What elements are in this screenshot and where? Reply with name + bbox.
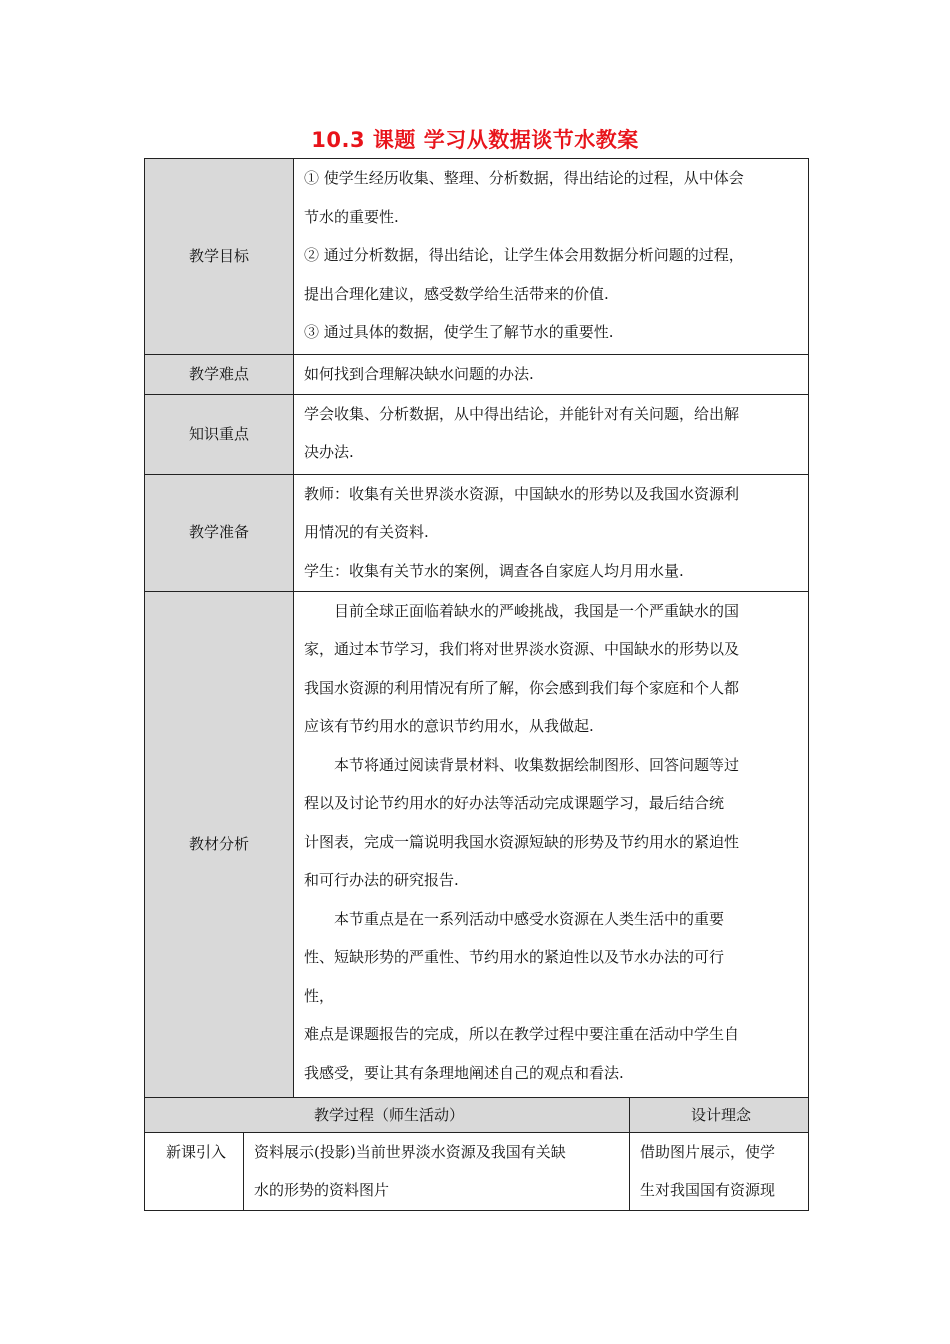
key-points-label: 知识重点 [145, 394, 294, 474]
analysis-line: 性， [304, 986, 335, 1005]
key-points-line: 决办法. [304, 443, 354, 461]
analysis-line: 程以及讨论节约用水的好办法等活动完成课题学习，最后结合统 [304, 794, 725, 812]
row-preparation [145, 474, 809, 591]
goals-label: 教学目标 [145, 159, 294, 355]
preparation-line: 用情况的有关资料. [304, 523, 429, 541]
analysis-line: 目前全球正面临着缺水的严峻挑战，我国是一个严重缺水的国 [334, 601, 740, 620]
goals-line: ③ 通过具体的数据，使学生了解节水的重要性. [304, 323, 614, 341]
analysis-line: 我国水资源的利用情况有所了解，你会感到我们每个家庭和个人都 [304, 678, 740, 697]
row-intro [145, 1132, 809, 1210]
key-points-content [294, 394, 809, 474]
analysis-line: 家，通过本节学习，我们将对世界淡水资源、中国缺水的形势以及 [304, 640, 740, 658]
goals-line: 节水的重要性. [304, 207, 399, 226]
intro-concept [630, 1132, 809, 1210]
analysis-line: 本节将通过阅读背景材料、收集数据绘制图形、回答问题等过 [334, 755, 740, 774]
goals-line: ① 使学生经历收集、整理、分析数据，得出结论的过程，从中体会 [304, 169, 744, 187]
key-points-line: 学会收集、分析数据，从中得出结论，并能针对有关问题，给出解 [304, 404, 740, 423]
analysis-line: 我感受，要让其有条理地阐述自己的观点和看法. [304, 1063, 624, 1082]
analysis-line: 性、短缺形势的严重性、节约用水的紧迫性以及节水办法的可行 [304, 948, 725, 966]
row-key-points [145, 394, 809, 474]
row-goals [145, 159, 809, 355]
goals-content [294, 159, 809, 355]
process-activity-header: 教学过程（师生活动） [145, 1097, 630, 1132]
document-title: 10.3 课题 学习从数据谈节水教案 [311, 128, 639, 152]
analysis-line: 难点是课题报告的完成，所以在教学过程中要注重在活动中学生自 [304, 1025, 740, 1043]
difficulty-label: 教学难点 [145, 355, 294, 395]
preparation-line: 学生：收集有关节水的案例，调查各自家庭人均月用水量. [304, 561, 684, 580]
process-concept-header: 设计理念 [630, 1097, 809, 1132]
intro-line: 水的形势的资料图片 [254, 1181, 390, 1199]
preparation-line: 教师：收集有关世界淡水资源，中国缺水的形势以及我国水资源利 [304, 484, 740, 503]
analysis-content [294, 591, 809, 1097]
intro-line: 资料展示(投影)当前世界淡水资源及我国有关缺 [254, 1142, 566, 1161]
analysis-line: 计图表，完成一篇说明我国水资源短缺的形势及节约用水的紧迫性 [304, 832, 740, 851]
analysis-label: 教材分析 [145, 591, 294, 1097]
row-analysis [145, 591, 809, 1097]
goals-line: 提出合理化建议，感受数学给生活带来的价值. [304, 284, 609, 303]
lesson-plan-table [144, 158, 809, 1211]
row-process-header [145, 1097, 809, 1132]
preparation-content [294, 474, 809, 591]
goals-line: ② 通过分析数据，得出结论，让学生体会用数据分析问题的过程， [304, 246, 744, 264]
analysis-line: 应该有节约用水的意识节约用水，从我做起. [304, 717, 594, 735]
difficulty-content [294, 355, 809, 395]
row-difficulty [145, 355, 809, 395]
intro-concept-line: 借助图片展示，使学 [640, 1142, 776, 1161]
analysis-line: 和可行办法的研究报告. [304, 871, 459, 889]
intro-concept-line: 生对我国国有资源现 [640, 1181, 776, 1199]
analysis-line: 本节重点是在一系列活动中感受水资源在人类生活中的重要 [334, 909, 725, 928]
preparation-label: 教学准备 [145, 474, 294, 591]
difficulty-line: 如何找到合理解决缺水问题的办法. [304, 365, 534, 383]
intro-content [244, 1132, 630, 1210]
intro-label: 新课引入 [145, 1132, 244, 1210]
